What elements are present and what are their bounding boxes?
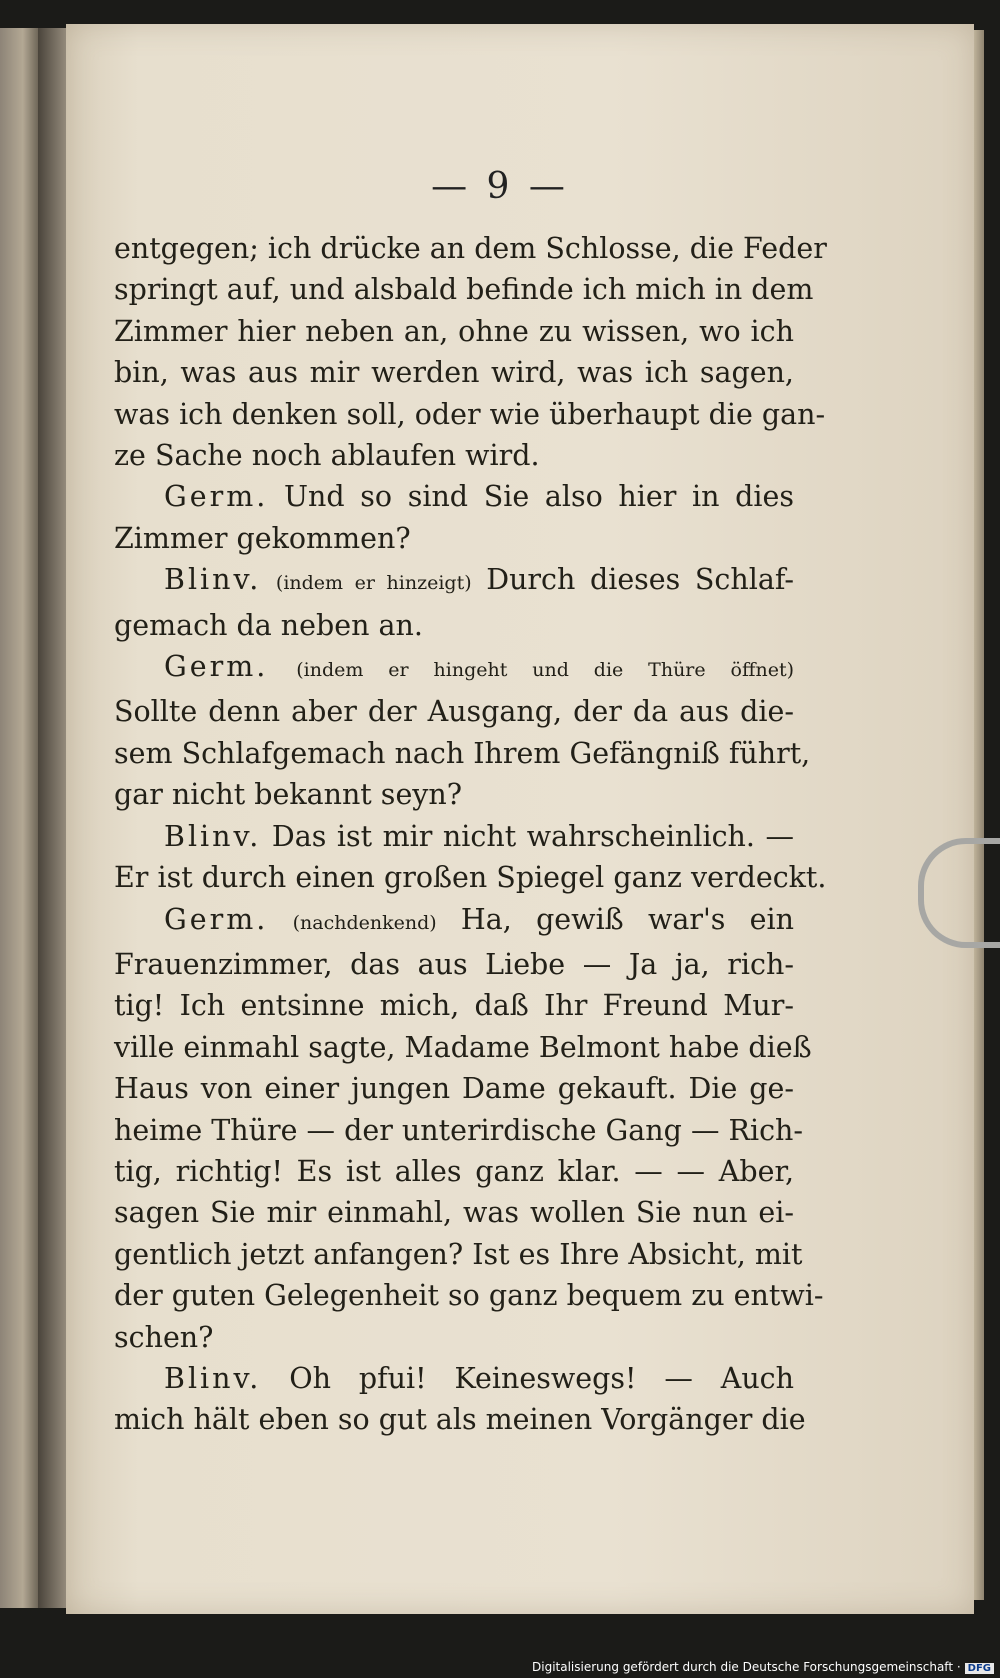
text-line: Haus von einer jungen Dame gekauft. Die ge-: [114, 1072, 794, 1106]
speaker-name: Blinv.: [164, 1361, 262, 1395]
text-line: was ich denken soll, oder wie überhaupt die gan-: [114, 397, 826, 431]
text-line: tig! Ich entsinne mich, daß Ihr Freund Mur-: [114, 989, 794, 1023]
dialogue-text: Durch dieses Schlaf-: [486, 563, 794, 597]
text-line: bin, was aus mir werden wird, was ich sagen,: [114, 356, 794, 390]
dialogue-text: Oh pfui! Keineswegs! — Auch: [289, 1361, 794, 1395]
dialogue-line: [114, 1358, 794, 1399]
speaker-name: Germ.: [164, 650, 269, 684]
dialogue-line: [114, 646, 794, 691]
text-line: ville einmahl sagte, Madame Belmont habe dieß: [114, 1030, 812, 1064]
speaker-name: Germ.: [164, 902, 269, 936]
text-line: sem Schlafgemach nach Ihrem Gefängniß führt,: [114, 736, 811, 770]
page-stack-edge: [974, 30, 984, 1600]
text-line: Zimmer gekommen?: [114, 521, 411, 555]
text-line: der guten Gelegenheit so ganz bequem zu entwi-: [114, 1279, 824, 1313]
text-line: Sollte denn aber der Ausgang, der da aus die-: [114, 695, 794, 729]
speaker-name: Blinv.: [164, 563, 262, 597]
left-page-edge: [0, 28, 38, 1608]
text-line: mich hält eben so gut als meinen Vorgänger die: [114, 1403, 806, 1437]
text-line: gar nicht bekannt seyn?: [114, 778, 463, 812]
dialogue-text: Ha, gewiß war's ein: [460, 902, 795, 936]
text-line: tig, richtig! Es ist alles ganz klar. — — Aber,: [114, 1154, 794, 1188]
text-line: gentlich jetzt anfangen? Ist es Ihre Absicht, mit: [114, 1237, 803, 1271]
dialogue-text: Das ist mir nicht wahrscheinlich. —: [271, 819, 794, 853]
dialogue-line: [114, 476, 794, 517]
stage-direction: (indem er hingeht und die Thüre öffnet): [296, 659, 794, 682]
dialogue-line: [114, 899, 794, 944]
text-line: gemach da neben an.: [114, 608, 423, 642]
text-line: schen?: [114, 1320, 214, 1354]
speaker-name: Blinv.: [164, 819, 262, 853]
text-line: Zimmer hier neben an, ohne zu wissen, wo ich: [114, 314, 794, 348]
stage-direction: (indem er hinzeigt): [275, 572, 472, 595]
speaker-name: Germ.: [164, 480, 269, 514]
page-number: — 9 —: [431, 166, 569, 207]
credit-text: Digitalisierung gefördert durch die Deutsche Forschungsgemeinschaft ·: [532, 1660, 961, 1674]
dfg-logo: DFG: [965, 1663, 994, 1674]
text-line: ze Sache noch ablaufen wird.: [114, 439, 540, 473]
stage-direction: (nachdenkend): [292, 911, 437, 934]
text-line: sagen Sie mir einmahl, was wollen Sie nun ei-: [114, 1196, 794, 1230]
text-line: springt auf, und alsbald befinde ich mich in dem: [114, 273, 814, 307]
digitization-credit: [532, 1660, 994, 1674]
page-clip: [918, 838, 1000, 948]
dialogue-line: [114, 816, 794, 857]
text-line: Frauenzimmer, das aus Liebe — Ja ja, rich-: [114, 947, 794, 981]
text-line: Er ist durch einen großen Spiegel ganz verdeckt.: [114, 861, 827, 895]
dialogue-text: Und so sind Sie also hier in dies: [284, 480, 794, 514]
text-line: entgegen; ich drücke an dem Schlosse, die Feder: [114, 232, 827, 265]
page-text: [114, 228, 827, 1441]
dialogue-line: [114, 559, 794, 604]
text-line: heime Thüre — der unterirdische Gang — Rich-: [114, 1113, 804, 1147]
